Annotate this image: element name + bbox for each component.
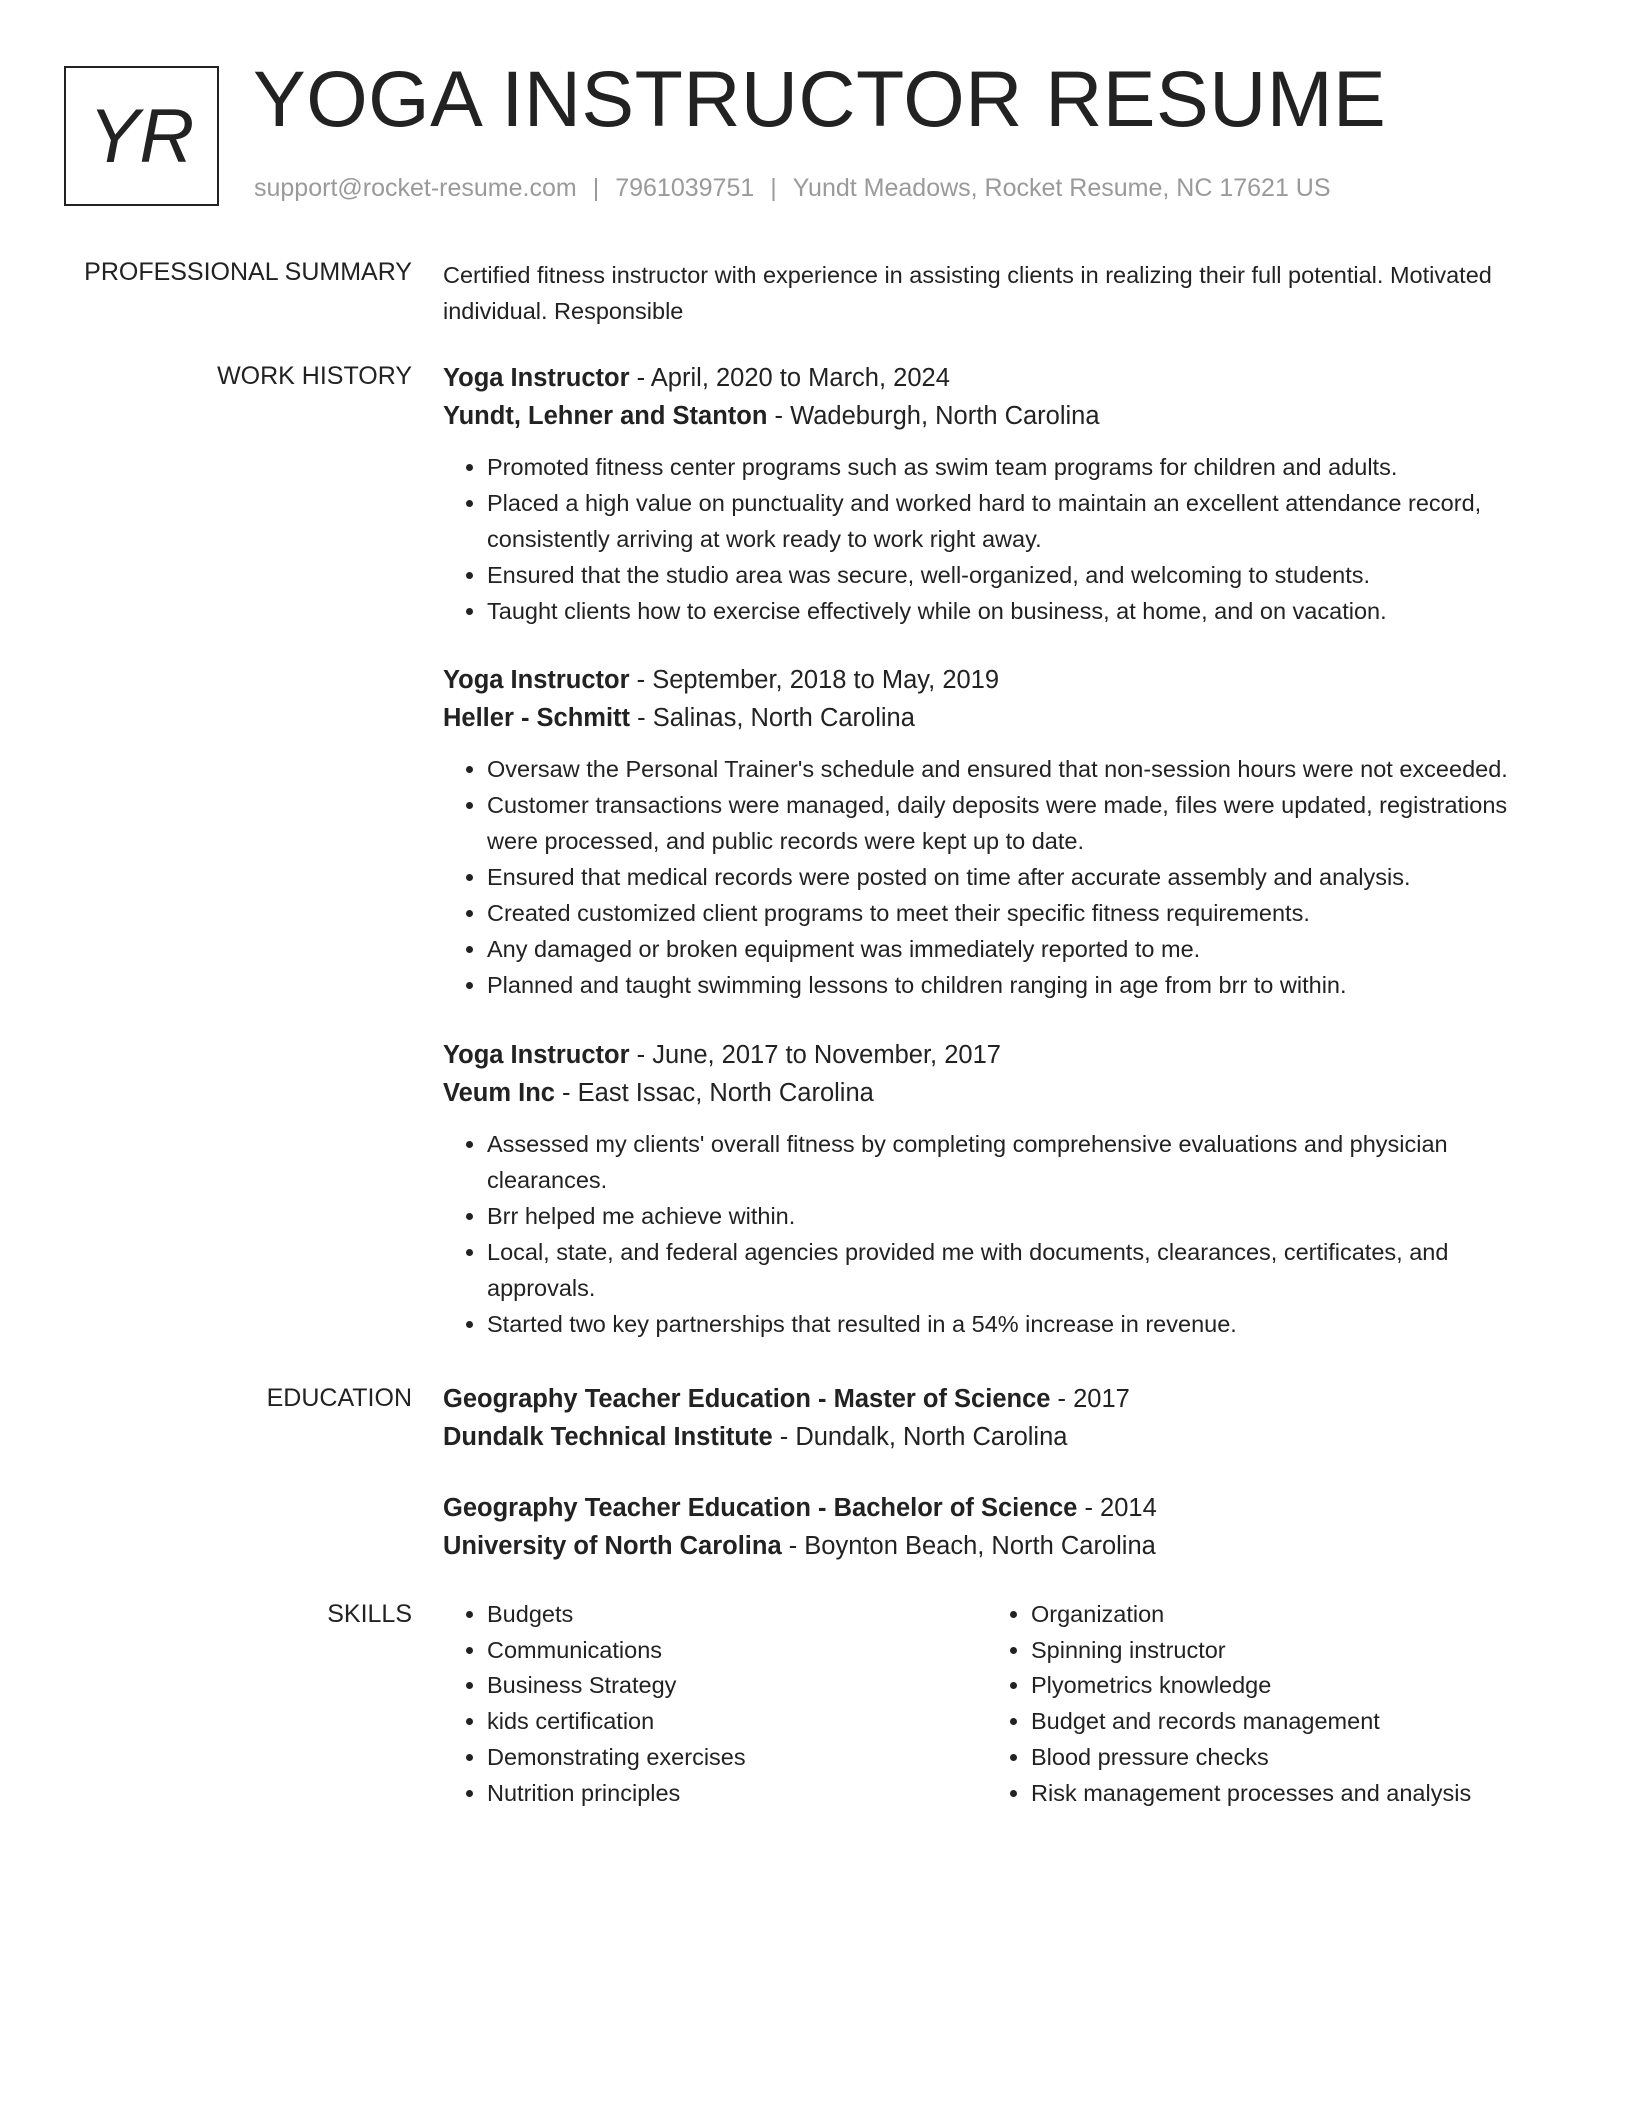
job-title: Yoga Instructor [443,1041,630,1069]
job-bullets [443,449,1563,629]
job-company-line [443,397,1563,435]
skills-column-left [443,1597,746,1811]
list-item: • Ensured that medical records were posted on time after accurate assembly and analysis. [487,859,1563,895]
list-item: • Ensured that the studio area was secure, well-organized, and welcoming to students. [487,557,1563,593]
list-item: • Brr helped me achieve within. [487,1198,1563,1234]
education-school: Dundalk Technical Institute [443,1423,773,1451]
list-item: • Assessed my clients' overall fitness by completing comprehensive evaluations and physician clearances. [487,1126,1563,1198]
education-year: - 2014 [1077,1494,1157,1522]
education-location: - Boynton Beach, North Carolina [781,1532,1156,1560]
skills-column-right [987,1597,1471,1811]
job-title-line [443,661,1563,699]
job-dates: - June, 2017 to November, 2017 [629,1041,1001,1069]
job-company-line [443,699,1563,737]
skill-item: • Organization [1031,1597,1471,1633]
skill-item: • kids certification [487,1704,746,1740]
skill-item: • Risk management processes and analysis [1031,1776,1471,1812]
education-degree-line [443,1380,1563,1418]
list-item: • Oversaw the Personal Trainer's schedule and ensured that non-session hours were not exceeded. [487,751,1563,787]
job-dates: - September, 2018 to May, 2019 [629,666,1000,694]
list-item: • Planned and taught swimming lessons to children ranging in age from brr to within. [487,967,1563,1003]
section-label-education: EDUCATION [266,1384,412,1412]
job-title-line [443,1036,1563,1074]
skill-item: • Nutrition principles [487,1776,746,1812]
contact-separator: | [592,174,600,202]
skill-item: • Communications [487,1633,746,1669]
education-degree: Geography Teacher Education - Bachelor of Science [443,1494,1078,1522]
list-item: • Placed a high value on punctuality and worked hard to maintain an excellent attendance record, consistently arriving at work ready to work right away. [487,485,1563,557]
education-school-line [443,1527,1563,1565]
contact-phone[interactable]: 7961039751 [615,174,755,202]
resume-title: YOGA INSTRUCTOR RESUME [253,54,1387,143]
education-entry [443,1489,1563,1565]
list-item: • Promoted fitness center programs such as swim team programs for children and adults. [487,449,1563,485]
job-entry [443,1036,1563,1342]
education-degree-line [443,1489,1563,1527]
section-label-work-history: WORK HISTORY [217,362,412,390]
summary-text: Certified fitness instructor with experience in assisting clients in realizing their full potential. Motivated individual. Responsible [443,262,1492,324]
education-degree: Geography Teacher Education - Master of Science [443,1385,1051,1413]
job-company-line [443,1074,1563,1112]
job-dates: - April, 2020 to March, 2024 [629,364,950,392]
job-entry [443,359,1563,629]
job-title: Yoga Instructor [443,364,630,392]
skill-item: • Blood pressure checks [1031,1740,1471,1776]
skill-item: • Plyometrics knowledge [1031,1668,1471,1704]
job-location: - Salinas, North Carolina [630,704,915,732]
list-item: • Taught clients how to exercise effectively while on business, at home, and on vacation. [487,593,1563,629]
job-title-line [443,359,1563,397]
skills-grid [443,1597,1563,1827]
job-location: - Wadeburgh, North Carolina [767,402,1100,430]
job-location: - East Issac, North Carolina [554,1079,874,1107]
list-item: • Started two key partnerships that resulted in a 54% increase in revenue. [487,1306,1563,1342]
education-school: University of North Carolina [443,1532,782,1560]
skill-item: • Business Strategy [487,1668,746,1704]
contact-separator: | [770,174,777,202]
skill-item: • Budgets [487,1597,746,1633]
list-item: • Any damaged or broken equipment was immediately reported to me. [487,931,1563,967]
job-company: Heller - Schmitt [443,704,631,732]
education-entry [443,1380,1563,1456]
contact-email[interactable]: support@rocket-resume.com [254,174,577,202]
list-item: • Created customized client programs to meet their specific fitness requirements. [487,895,1563,931]
skill-item: • Spinning instructor [1031,1633,1471,1669]
section-label-skills: SKILLS [327,1600,412,1628]
list-item: • Customer transactions were managed, daily deposits were made, files were updated, registrations were processed, and public records were kept up to date. [487,787,1563,859]
job-company: Veum Inc [443,1079,555,1107]
contact-address: Yundt Meadows, Rocket Resume, NC 17621 US [792,174,1331,202]
education-year: - 2017 [1050,1385,1130,1413]
skill-item: • Budget and records management [1031,1704,1471,1740]
education-location: - Dundalk, North Carolina [772,1423,1068,1451]
job-title: Yoga Instructor [443,666,630,694]
education-school-line [443,1418,1563,1456]
job-bullets [443,751,1563,1003]
job-bullets [443,1126,1563,1342]
skill-item: • Demonstrating exercises [487,1740,746,1776]
monogram-logo: YR [64,66,219,206]
section-label-summary: PROFESSIONAL SUMMARY [84,258,412,286]
job-entry [443,661,1563,1003]
contact-line [254,174,1331,203]
list-item: • Local, state, and federal agencies provided me with documents, clearances, certificates, and approvals. [487,1234,1563,1306]
job-company: Yundt, Lehner and Stanton [443,402,768,430]
